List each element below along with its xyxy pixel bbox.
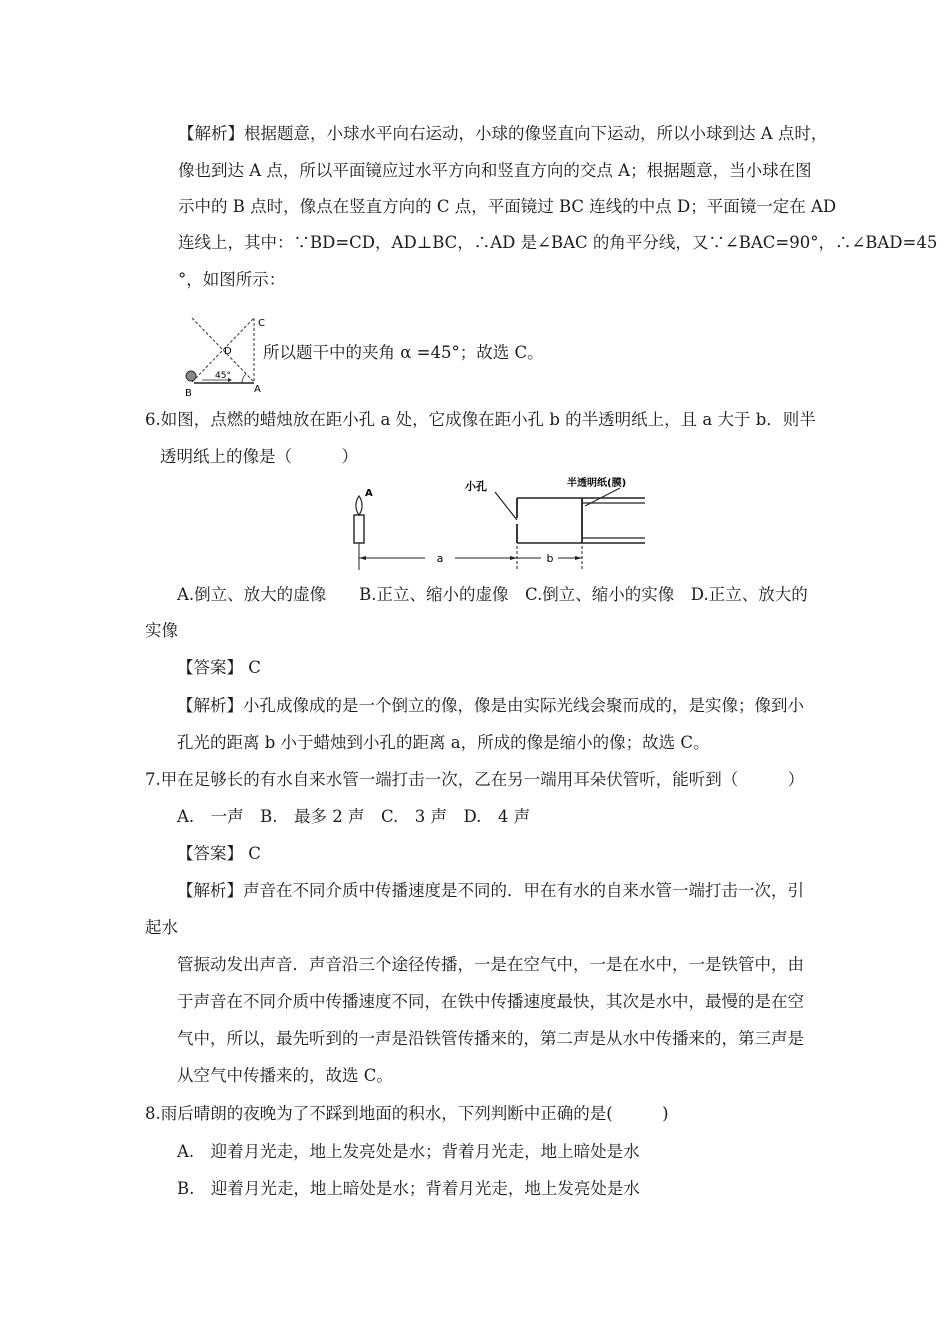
q6-stem-line: 透明纸上的像是（ ） bbox=[160, 447, 358, 466]
flame-icon bbox=[356, 496, 362, 515]
q7-analysis-line: 于声音在不同介质中传播速度不同，在铁中传播速度最快，其次是水中，最慢的是在空 bbox=[177, 992, 804, 1011]
q7-analysis-line: 气中，所以，最先听到的一声是沿铁管传播来的，第二声是从水中传播来的，第三声是 bbox=[177, 1029, 804, 1048]
q6-analysis-line: 【解析】小孔成像成的是一个倒立的像，像是由实际光线会聚而成的，是实像；像到小 bbox=[177, 696, 804, 715]
q5-analysis-line: 连线上，其中：∵BD=CD，AD⊥BC，∴AD 是∠BAC 的角平分线，又∵∠BAC=90°，∴∠BAD=45 bbox=[178, 233, 938, 252]
arrow-right-icon bbox=[510, 556, 517, 560]
angle-arc bbox=[242, 374, 246, 383]
q7-analysis-line: 起水 bbox=[145, 918, 178, 937]
q6-analysis-line: 孔光的距离 b 小于蜡烛到小孔的距离 a，所成的像是缩小的像；故选 C。 bbox=[177, 733, 710, 752]
q5-mirror-figure bbox=[180, 310, 270, 398]
dim-a-label: a bbox=[436, 552, 444, 565]
q8-stem: 8.雨后晴朗的夜晚为了不踩到地面的积水，下列判断中正确的是( ) bbox=[145, 1104, 669, 1123]
q6-stem-line: 6.如图，点燃的蜡烛放在距小孔 a 处，它成像在距小孔 b 的半透明纸上，且 a 大于 b．则半 bbox=[145, 410, 816, 429]
q6-answer: 【答案】 C bbox=[177, 658, 261, 677]
q7-answer: 【答案】 C bbox=[177, 844, 261, 863]
q6-options-line: A.倒立、放大的虚像 B.正立、缩小的虚像 C.倒立、缩小的实像 D.正立、放大的 bbox=[177, 585, 808, 604]
label-a: A bbox=[254, 384, 261, 395]
q6-options-line: 实像 bbox=[145, 621, 178, 640]
label-d: D bbox=[224, 346, 232, 357]
dim-b-label: b bbox=[546, 552, 554, 565]
q5-analysis-line: 像也到达 A 点，所以平面镜应过水平方向和竖直方向的交点 A；根据题意，当小球在图 bbox=[178, 161, 812, 180]
candle-label: A bbox=[365, 488, 373, 499]
q5-conclusion: 所以题干中的夹角 α =45°；故选 C。 bbox=[263, 343, 544, 362]
angle-label: 45° bbox=[215, 371, 231, 381]
q8-option-a: A. 迎着月光走，地上发亮处是水；背着月光走，地上暗处是水 bbox=[177, 1142, 640, 1161]
q7-analysis-line: 【解析】声音在不同介质中传播速度是不同的．甲在有水的自来水管一端打击一次，引 bbox=[177, 881, 804, 900]
q6-pinhole-figure bbox=[345, 470, 645, 575]
q5-analysis-line: 示中的 B 点时，像点在竖直方向的 C 点，平面镜过 BC 连线的中点 D；平面镜一定在 AD bbox=[178, 197, 837, 216]
ball-icon bbox=[186, 371, 196, 381]
q7-options: A. 一声 B. 最多 2 声 C. 3 声 D. 4 声 bbox=[177, 807, 531, 826]
hole-label: 小孔 bbox=[465, 480, 487, 493]
label-b: B bbox=[185, 388, 192, 398]
q5-analysis-line: 【解析】根据题意，小球水平向右运动，小球的像竖直向下运动，所以小球到达 A 点时， bbox=[178, 124, 828, 143]
q5-analysis-line: °，如图所示： bbox=[178, 270, 286, 289]
arrow-left-icon bbox=[359, 556, 366, 560]
candle-body bbox=[354, 515, 364, 543]
hole-pointer bbox=[495, 492, 517, 520]
label-c: C bbox=[258, 318, 265, 329]
q7-analysis-line: 管振动发出声音．声音沿三个途径传播，一是在空气中，一是在水中，一是铁管中，由 bbox=[177, 955, 804, 974]
q7-stem: 7.甲在足够长的有水自来水管一端打击一次，乙在另一端用耳朵伏管听，能听到（ ） bbox=[145, 770, 805, 789]
arrow-right-icon bbox=[575, 556, 582, 560]
q8-option-b: B. 迎着月光走，地上暗处是水；背着月光走，地上发亮处是水 bbox=[177, 1179, 640, 1198]
q7-analysis-line: 从空气中传播来的，故选 C。 bbox=[177, 1066, 393, 1085]
screen-label: 半透明纸(膜) bbox=[567, 478, 627, 489]
